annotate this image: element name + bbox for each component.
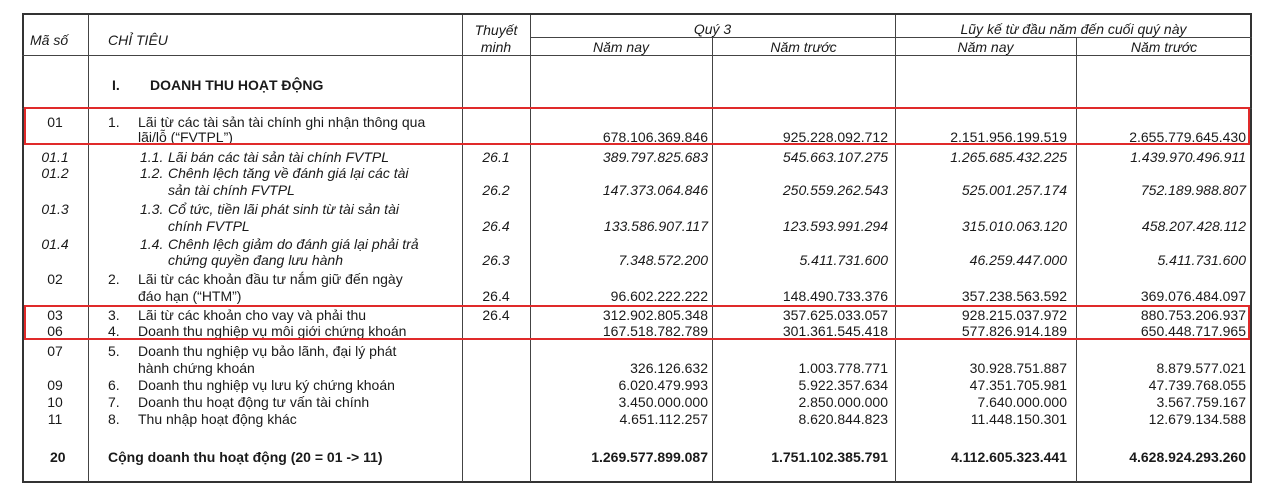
row-number: 5.: [108, 343, 120, 359]
row-q3-last-year: 1.003.778.771: [798, 360, 888, 376]
row-note: 26.1: [482, 149, 510, 165]
section-title: DOANH THU HOẠT ĐỘNG: [150, 77, 324, 93]
row-q3-this-year: 389.797.825.683: [602, 149, 708, 165]
row-ytd-last-year: 3.567.759.167: [1156, 394, 1246, 410]
row-q3-last-year: 545.663.107.275: [782, 149, 888, 165]
row-ytd-this-year: 928.215.037.972: [961, 307, 1067, 323]
row-number: 7.: [108, 394, 120, 410]
row-code: 07: [47, 343, 63, 359]
row-code: 06: [47, 323, 63, 339]
row-label: Chênh lệch giảm do đánh giá lại phải trả: [168, 236, 419, 252]
row-note: 26.2: [482, 182, 510, 198]
row-q3-this-year: 167.518.782.789: [602, 323, 708, 339]
row-label-cont: chứng quyền đang lưu hành: [168, 252, 343, 268]
row-label-cont: đáo hạn (“HTM”): [138, 288, 242, 304]
header-item: CHỈ TIÊU: [108, 32, 168, 48]
row-q3-this-year: 4.651.112.257: [619, 411, 708, 427]
row-q3-this-year: 133.586.907.117: [603, 218, 708, 234]
row-label: Doanh thu hoạt động tư vấn tài chính: [138, 394, 370, 410]
row-label: Doanh thu nghiệp vụ bảo lãnh, đại lý phát: [138, 343, 397, 359]
highlight-box: [24, 107, 1250, 145]
total-code: 20: [50, 449, 66, 465]
row-q3-this-year: 3.450.000.000: [618, 394, 708, 410]
row-label: Lãi từ các khoản đầu tư nắm giữ đến ngày: [138, 271, 403, 287]
row-ytd-last-year: 752.189.988.807: [1140, 182, 1246, 198]
row-q3-last-year: 148.490.733.376: [782, 288, 888, 304]
row-code: 09: [47, 377, 63, 393]
row-q3-this-year: 312.902.805.348: [602, 307, 708, 323]
row-q3-last-year: 5.922.357.634: [798, 377, 888, 393]
row-note: 26.4: [482, 218, 510, 234]
row-q3-last-year: 301.361.545.418: [782, 323, 888, 339]
row-q3-last-year: 2.850.000.000: [798, 394, 888, 410]
row-number: 2.: [108, 271, 120, 287]
row-label-cont: hành chứng khoán: [138, 360, 255, 376]
row-ytd-this-year: 1.265.685.432.225: [950, 149, 1067, 165]
row-number: 1.: [108, 114, 120, 130]
row-code: 01.1: [41, 149, 69, 165]
grid-line: [462, 15, 463, 482]
row-q3-last-year: 5.411.731.600: [799, 252, 888, 268]
row-q3-last-year: 8.620.844.823: [798, 411, 888, 427]
header-q3: Quý 3: [693, 21, 732, 37]
row-code: 01: [47, 114, 63, 130]
row-label-cont: lãi/lỗ (“FVTPL”): [138, 129, 233, 145]
row-code: 01.2: [41, 165, 69, 181]
row-code: 10: [47, 394, 63, 410]
total-label: Cộng doanh thu hoạt động (20 = 01 -> 11): [108, 449, 383, 465]
row-code: 03: [47, 307, 63, 323]
row-ytd-this-year: 11.448.150.301: [970, 411, 1067, 427]
row-number: 3.: [108, 307, 120, 323]
row-label: Doanh thu nghiệp vụ môi giới chứng khoán: [138, 323, 407, 339]
row-label: Doanh thu nghiệp vụ lưu ký chứng khoán: [138, 377, 395, 393]
total-q3-last-year: 1.751.102.385.791: [771, 449, 888, 465]
header-ytd-last-year: Năm trước: [1130, 39, 1198, 55]
row-ytd-last-year: 369.076.484.097: [1140, 288, 1246, 304]
row-ytd-this-year: 47.351.705.981: [969, 377, 1067, 393]
highlight-box: [24, 305, 1250, 340]
row-q3-last-year: 925.228.092.712: [782, 129, 888, 145]
row-q3-last-year: 357.625.033.057: [782, 307, 888, 323]
row-label-cont: sản tài chính FVTPL: [168, 182, 295, 198]
row-number: 1.3.: [140, 201, 164, 217]
row-note: 26.4: [482, 307, 510, 323]
row-ytd-last-year: 650.448.717.965: [1140, 323, 1246, 339]
row-label: Chênh lệch tăng về đánh giá lại các tài: [168, 165, 409, 181]
grid-line: [530, 37, 1252, 38]
row-ytd-last-year: 12.679.134.588: [1148, 411, 1246, 427]
header-note-line1: Thuyết: [474, 22, 518, 38]
row-label: Cổ tức, tiền lãi phát sinh từ tài sản tài: [168, 201, 399, 217]
header-q3-this-year: Năm nay: [592, 39, 650, 55]
row-q3-this-year: 6.020.479.993: [618, 377, 708, 393]
header-ytd: Lũy kế từ đầu năm đến cuối quý này: [960, 21, 1187, 37]
row-q3-this-year: 7.348.572.200: [618, 252, 708, 268]
header-q3-last-year: Năm trước: [770, 39, 837, 55]
row-q3-this-year: 147.373.064.846: [602, 182, 708, 198]
row-number: 4.: [108, 323, 120, 339]
row-ytd-last-year: 880.753.206.937: [1140, 307, 1246, 323]
row-q3-this-year: 96.602.222.222: [610, 288, 708, 304]
grid-line: [22, 55, 1252, 56]
row-q3-last-year: 250.559.262.543: [782, 182, 888, 198]
row-label: Lãi từ các khoản cho vay và phải thu: [138, 307, 367, 323]
row-ytd-this-year: 7.640.000.000: [977, 394, 1067, 410]
grid-line: [88, 15, 89, 482]
row-q3-last-year: 123.593.991.294: [782, 218, 888, 234]
row-code: 01.4: [41, 236, 69, 252]
row-number: 1.1.: [140, 149, 164, 165]
row-ytd-last-year: 5.411.731.600: [1157, 252, 1246, 268]
total-q3-this-year: 1.269.577.899.087: [591, 449, 708, 465]
row-label: Lãi từ các tài sản tài chính ghi nhận thông qua: [138, 114, 426, 130]
row-ytd-this-year: 315.010.063.120: [961, 218, 1067, 234]
row-number: 8.: [108, 411, 120, 427]
row-number: 6.: [108, 377, 120, 393]
row-note: 26.3: [482, 252, 510, 268]
row-code: 11: [47, 411, 63, 427]
row-ytd-this-year: 2.151.956.199.519: [950, 129, 1067, 145]
row-ytd-last-year: 2.655.779.645.430: [1129, 129, 1246, 145]
total-ytd-this-year: 4.112.605.323.441: [950, 449, 1067, 465]
row-ytd-last-year: 1.439.970.496.911: [1130, 149, 1246, 165]
row-label-cont: chính FVTPL: [168, 218, 250, 234]
row-number: 1.2.: [140, 165, 164, 181]
section-number: I.: [112, 77, 120, 93]
row-label: Lãi bán các tài sản tài chính FVTPL: [168, 149, 390, 165]
row-q3-this-year: 326.126.632: [630, 360, 708, 376]
header-ytd-this-year: Năm nay: [957, 39, 1014, 55]
row-ytd-this-year: 30.928.751.887: [969, 360, 1067, 376]
row-note: 26.4: [482, 288, 510, 304]
row-number: 1.4.: [140, 236, 164, 252]
row-label: Thu nhập hoạt động khác: [138, 411, 297, 427]
row-ytd-this-year: 46.259.447.000: [969, 252, 1067, 268]
row-ytd-last-year: 8.879.577.021: [1156, 360, 1246, 376]
row-q3-this-year: 678.106.369.846: [602, 129, 708, 145]
row-code: 02: [47, 271, 63, 287]
header-note-line2: minh: [480, 39, 512, 55]
header-code: Mã số: [30, 32, 69, 48]
row-ytd-last-year: 458.207.428.112: [1141, 218, 1246, 234]
row-ytd-this-year: 577.826.914.189: [961, 323, 1067, 339]
row-ytd-last-year: 47.739.768.055: [1148, 377, 1246, 393]
row-code: 01.3: [41, 201, 69, 217]
row-ytd-this-year: 525.001.257.174: [961, 182, 1067, 198]
total-ytd-last-year: 4.628.924.293.260: [1129, 449, 1246, 465]
row-ytd-this-year: 357.238.563.592: [961, 288, 1067, 304]
